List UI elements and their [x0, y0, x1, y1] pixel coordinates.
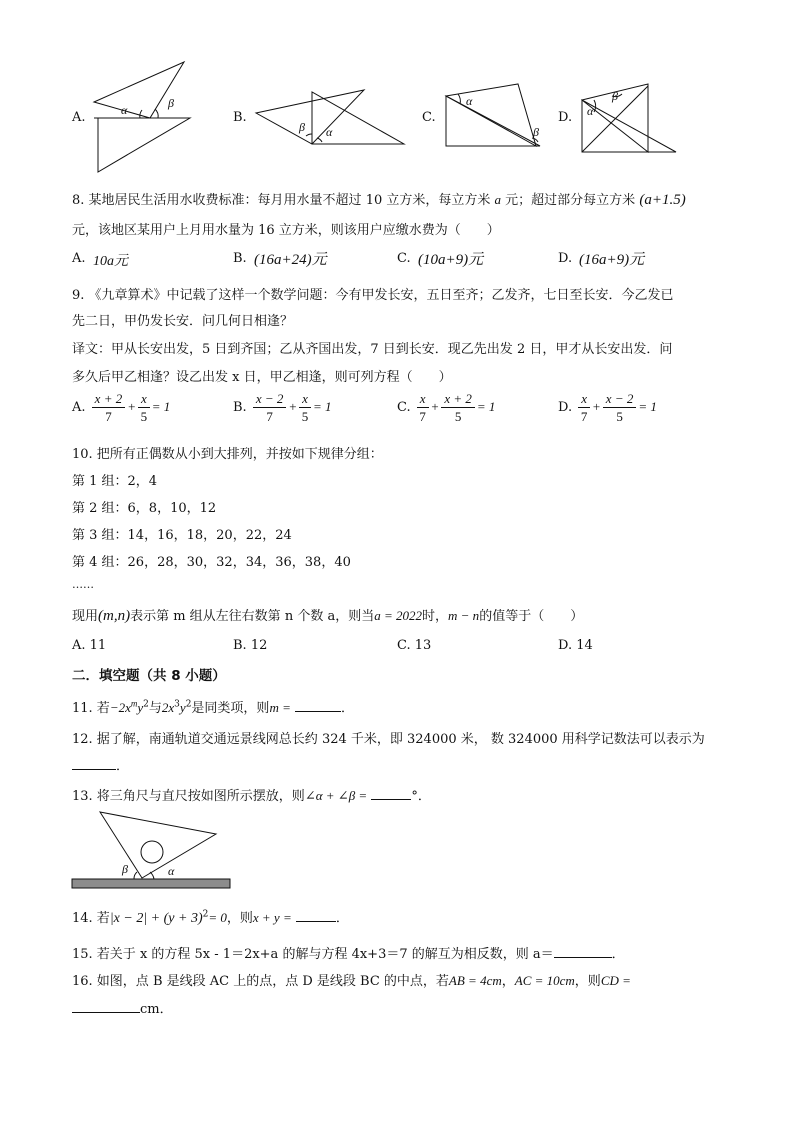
q9a-plus: +: [127, 399, 136, 414]
q8-text-b: 立方米，每立方米: [386, 193, 491, 208]
q14-answer-blank[interactable]: [296, 909, 336, 922]
question-13: [72, 785, 431, 804]
q16-ab: AB = 4cm: [448, 973, 502, 988]
q16-mid: ，则: [574, 974, 601, 989]
q11-t2-yexp: 2: [185, 699, 192, 710]
q11-mid: 与: [148, 701, 162, 716]
q9b-den-2: 5: [301, 409, 309, 424]
q14-mid: ，则: [226, 911, 253, 926]
q9b-eq: = 1: [312, 399, 332, 414]
q10-question: [72, 605, 583, 625]
q7d-beta: β: [612, 89, 618, 103]
q14-exp: 2: [202, 909, 209, 920]
q8-option-d-label: D.: [558, 251, 573, 266]
q9b-num-2: x: [299, 392, 311, 408]
q11-t1-y: y: [137, 700, 144, 715]
q8-option-a-label: A.: [72, 251, 86, 266]
q9d-num-2: x − 2: [603, 392, 637, 408]
q7c-beta: β: [533, 125, 539, 139]
q9-line-1: 9. 《九章算术》中记载了这样一个数学问题：今有甲发长安，五日至齐；乙发齐，七日至长安．今乙发已: [72, 288, 674, 303]
q11-t2-exp: 3: [174, 699, 180, 710]
q9-line-3: 译文：甲从长安出发，5 日到齐国；乙从齐国出发，7 日到长安．现乙先出发 2 日，甲才从长安出发．问: [72, 342, 673, 357]
q11-t1-yexp: 2: [143, 699, 149, 710]
q9a-frac-1: [92, 392, 126, 423]
q8-option-c-label: C.: [397, 251, 411, 266]
q13-tail: °．: [411, 789, 431, 804]
q11-t1: −2x: [109, 700, 131, 715]
q11-answer-blank[interactable]: [295, 699, 341, 712]
q9-option-a-label: A.: [72, 400, 86, 415]
q13-figure-triangle-ruler: [70, 808, 234, 892]
q11-t2: 2x: [161, 700, 175, 715]
q12-line-1: 12. 据了解，南通轨道交通远景线网总长约 324 千米，即 324000 米， 数 324000 用科学记数法可以表示为: [72, 732, 705, 747]
q10-option-a: A. 11: [72, 638, 107, 653]
q16-line-2: [72, 998, 173, 1017]
q9c-num-2: x + 2: [441, 392, 475, 408]
q9c-plus: +: [430, 399, 440, 414]
q9-option-d: [558, 392, 657, 423]
q9c-den-1: 7: [419, 409, 426, 424]
q8-var-a: a: [494, 192, 502, 207]
q7b-beta: β: [299, 120, 305, 134]
q10-cond: a = 2022: [374, 608, 422, 623]
q10-expr: m − n: [448, 608, 480, 623]
question-11: [72, 697, 354, 716]
q9a-den-1: 7: [105, 409, 112, 424]
q8-num: 10: [365, 193, 383, 208]
q9b-num-1: x − 2: [253, 392, 287, 408]
q9b-den-1: 7: [266, 409, 273, 424]
q9d-frac-2: [603, 392, 637, 423]
q7-option-c-label: C.: [422, 110, 436, 125]
q14-ask: x + y =: [252, 910, 292, 925]
q9a-eq: = 1: [151, 399, 171, 414]
q16-text: 16. 如图，点 B 是线段 AC 上的点，点 D 是线段 BC 的中点，若: [72, 974, 449, 989]
q9c-num-1: x: [417, 392, 429, 408]
q9-option-c: [397, 392, 495, 423]
q7c-alpha: α: [466, 94, 473, 108]
q12-line-2: [72, 755, 129, 774]
q11-var: m =: [269, 700, 291, 715]
q10-group-4: 第 4 组：26，28，30，32，34，36，38，40: [72, 555, 351, 570]
q7a-alpha: α: [121, 103, 128, 117]
q14-eq: = 0: [208, 910, 227, 925]
q8-option-c: (10a+9)元: [418, 252, 484, 268]
q8-line-2: 元，该地区某用户上月用水量为 16 立方米，则该用户应缴水费为（ ）: [72, 223, 500, 238]
q11-tail: ．: [341, 701, 355, 716]
q8-option-b-label: B.: [233, 251, 247, 266]
q9b-frac-2: [299, 392, 311, 423]
q11-t2-y: y: [179, 700, 186, 715]
q8-option-d: (16a+9)元: [579, 252, 645, 268]
q9b-frac-1: [253, 392, 287, 423]
q11-prefix: 11. 若: [72, 701, 110, 716]
q9b-plus: +: [288, 399, 298, 414]
q9-option-b: [233, 392, 331, 423]
q7-figure-a: [92, 60, 192, 175]
q10-pair: (m,n): [98, 608, 131, 624]
q8-text-c: 元；超过部分每立方米: [505, 193, 636, 208]
q10-option-b: B. 12: [233, 638, 268, 653]
q16-comma: ，: [501, 974, 515, 989]
q10-option-c: C. 13: [397, 638, 432, 653]
q10-group-3: 第 3 组：14，16，18，20，22，24: [72, 528, 292, 543]
q9d-num-1: x: [578, 392, 590, 408]
q9c-den-2: 5: [454, 409, 462, 424]
q10-q-a: 现用: [72, 609, 99, 624]
q9c-frac-1: [417, 392, 429, 423]
q10-line-1: 10. 把所有正偶数从小到大排列，并按如下规律分组：: [72, 447, 383, 462]
q15-answer-blank[interactable]: [554, 945, 612, 958]
q16-ac: AC = 10cm: [514, 973, 575, 988]
q9-option-d-label: D.: [558, 400, 573, 415]
q16-unit: cm．: [140, 1002, 173, 1017]
q8-text-a: 8. 某地居民生活用水收费标准：每月用水量不超过: [72, 193, 362, 208]
q10-group-1: 第 1 组：2，4: [72, 474, 158, 489]
q16-line-1: [72, 970, 631, 989]
q7b-alpha: α: [326, 125, 333, 139]
q8-line-1: [72, 189, 686, 209]
q11-end: 是同类项，则: [191, 701, 270, 716]
q13-expr: ∠α + ∠β =: [304, 788, 368, 803]
q7-option-a-label: A.: [72, 110, 86, 125]
q8-option-b: (16a+24)元: [254, 252, 327, 268]
q9a-frac-2: [138, 392, 150, 423]
q9a-den-2: 5: [140, 409, 148, 424]
section-2-title: 二．填空题（共 8 小题）: [72, 668, 226, 684]
q13-prefix: 13. 将三角尺与直尺按如图所示摆放，则: [72, 789, 305, 804]
q16-cd: CD =: [600, 973, 631, 988]
q9d-plus: +: [592, 399, 601, 414]
q9-line-2: 先二日，甲仍发长安．问几何日相逢？: [72, 314, 294, 329]
q9c-frac-2: [441, 392, 475, 423]
question-14: [72, 907, 349, 927]
question-15: [72, 943, 625, 962]
q15-tail: ．: [611, 947, 625, 962]
q10-q-b: 表示第 m 组从左往右数第 n 个数 a，则当: [130, 609, 375, 624]
q9-line-4: 多久后甲乙相逢？设乙出发 x 日，甲乙相逢，则可列方程（ ）: [72, 370, 452, 385]
q13-answer-blank[interactable]: [371, 787, 411, 800]
q12-answer-blank[interactable]: [72, 757, 116, 770]
q16-answer-blank[interactable]: [72, 1000, 140, 1013]
q13-alpha: α: [168, 864, 175, 878]
q9c-eq: = 1: [476, 399, 496, 414]
q10-q-d: 的值等于（ ）: [479, 609, 584, 624]
q9-option-a: [72, 392, 170, 423]
q13-beta: β: [122, 862, 128, 876]
q9d-frac-1: [578, 392, 590, 423]
q7-figure-c: [440, 80, 545, 150]
q12-tail: ．: [116, 759, 130, 774]
q14-expr: |x − 2| + (y + 3): [109, 911, 203, 926]
q10-q-c: 时，: [422, 609, 449, 624]
q7d-alpha: α: [587, 104, 594, 118]
q7a-beta: β: [168, 96, 174, 110]
q10-option-d: D. 14: [558, 638, 593, 653]
q8-option-a: 10a元: [93, 254, 128, 269]
q9a-num-2: x: [138, 392, 150, 408]
q7-option-b-label: B.: [233, 110, 247, 125]
q10-group-2: 第 2 组：6，8，10，12: [72, 501, 217, 516]
q15-text: 15. 若关于 x 的方程 5x - 1＝2x+a 的解与方程 4x+3＝7 的解互为相反数，则 a＝: [72, 947, 554, 962]
q9d-den-2: 5: [616, 409, 623, 424]
q9d-eq: = 1: [638, 399, 657, 414]
q14-tail: ．: [335, 911, 349, 926]
q10-ellipsis: ……: [72, 578, 94, 591]
q11-t1-exp: m: [130, 698, 138, 709]
q8-expr: (a+1.5): [639, 192, 686, 208]
q9-option-b-label: B.: [233, 400, 247, 415]
q9-option-c-label: C.: [397, 400, 411, 415]
q14-prefix: 14. 若: [72, 911, 110, 926]
q9a-num-1: x + 2: [92, 392, 126, 408]
q7-option-d-label: D.: [558, 110, 573, 125]
q9d-den-1: 7: [580, 409, 588, 424]
